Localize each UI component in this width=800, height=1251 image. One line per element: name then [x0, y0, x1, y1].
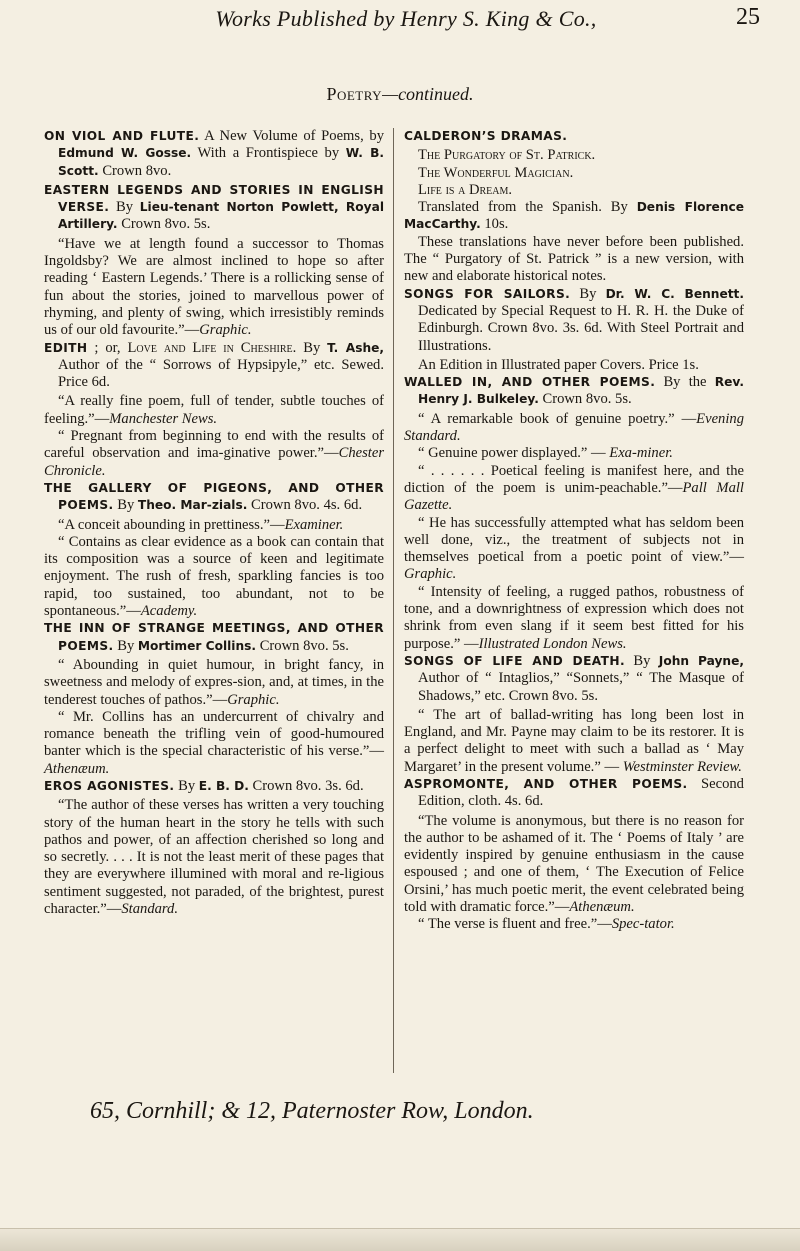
review-source: Athenæum. [569, 899, 635, 916]
entry-text: Author of the “ Sorrows of Hypsipyle,” etc. Sewed. Price 6d. [58, 356, 384, 391]
entry-text: Crown 8vo. 4s. 6d. [247, 497, 363, 514]
quote-text: “The volume is anonymous, but there is no reason for the author to be ashamed of it. The ‘ Poems of Italy ’ are evidently inspired by genuine enthusiasm in the cause espoused ; and one of them, ‘ The Execution of Felice Orsini,’ has much poetic merit, the event celebrated being told with dramatic force.”— [404, 812, 744, 916]
quote-text: “ Contains as clear evidence as a book can contain that its composition was a source of keen and legitimate enjoyment. The rush of fresh, sparkling fancies is too rapid, too sustained, too abundant, not to be spontaneous.”— [44, 533, 384, 620]
entry-text: Crown 8vo. 5s. [117, 216, 211, 233]
review-quote [404, 515, 744, 584]
book-author: Denis Florence MacCarthy. [404, 200, 744, 232]
quote-text: “ Pregnant from beginning to end with the results of careful observation and ima-ginative power.”— [44, 428, 384, 462]
quote-text: “ . . . . . . Poetical feeling is manifest here, and the diction of the poem is unim-peachable.”— [404, 462, 744, 496]
review-quote [404, 813, 744, 917]
book-author: Rev. Henry J. Bulkeley. [418, 375, 744, 407]
review-quote [404, 445, 744, 462]
entry-text: By [296, 339, 328, 356]
book-title: WALLED IN, AND OTHER POEMS. [404, 375, 656, 390]
review-quote [44, 428, 384, 480]
review-quote [404, 584, 744, 653]
entry-text: Crown 8vo. 5s. [538, 391, 632, 408]
book-entry [404, 776, 744, 811]
book-title: THE GALLERY OF PIGEONS, AND OTHER POEMS. [44, 480, 384, 513]
entry-description [404, 199, 744, 234]
review-source: Chester Chronicle. [44, 445, 384, 479]
quote-text: “ The art of ballad-writing has long been lost in England, and Mr. Payne may claim to be its restorer. It is a perfect delight to meet with such a ballad as ‘ May Margaret’ in the present volume.” — [404, 706, 744, 775]
book-author: T. Ashe, [327, 340, 385, 355]
book-title: EASTERN LEGENDS AND STORIES IN ENGLISH VERSE. [44, 182, 384, 215]
review-quote [44, 709, 384, 778]
play-title: The Wonderful Magician. [418, 164, 574, 181]
book-title: EROS AGONISTES. [44, 778, 175, 793]
book-title: EDITH [44, 340, 88, 355]
review-source: Illustrated London News. [478, 635, 627, 652]
book-entry [44, 340, 384, 392]
review-quote [404, 411, 744, 446]
quote-text: “ A remarkable book of genuine poetry.” — [418, 410, 697, 427]
play-title: Life is a Dream. [418, 181, 513, 198]
left-column [44, 128, 384, 918]
section-continued: —continued. [382, 84, 474, 104]
review-quote [404, 707, 744, 776]
entry-description: An Edition in Illustrated paper Covers. Price 1s. [418, 356, 699, 373]
book-author: Dr. W. C. Bennett. [605, 286, 745, 301]
quote-text: “ The verse is fluent and free.”— [418, 916, 612, 933]
book-author: John Payne, [658, 653, 744, 668]
review-source: Standard. [121, 901, 178, 918]
entry-text: Crown 8vo. 3s. 6d. [248, 777, 364, 794]
book-entry [44, 128, 384, 180]
column-divider [393, 128, 394, 1073]
book-entry [44, 778, 384, 795]
book-author: Theo. Mar-zials. [137, 498, 248, 513]
page-edge [0, 1228, 800, 1251]
book-title: CALDERON’S DRAMAS. [404, 129, 568, 143]
quote-text: “ Intensity of feeling, a rugged pathos, robustness of tone, and a downrightness of expression which does not shrink from even slang if it seem best fitted for his purpose.” — [404, 583, 744, 652]
publisher-address: 65, Cornhill; & 12, Paternoster Row, London. [90, 1098, 534, 1124]
review-quote [44, 236, 384, 340]
entry-text: Second Edition, cloth. 4s. 6d. [418, 775, 744, 810]
entry-text: ; or, [87, 339, 128, 356]
book-illustrator: W. B. Scott. [58, 146, 384, 178]
book-entry [44, 620, 384, 655]
page-number: 25 [736, 4, 760, 30]
entry-text: By [109, 199, 140, 216]
review-quote [44, 657, 384, 709]
book-title: ON VIOL AND FLUTE. [44, 129, 200, 143]
book-title: THE INN OF STRANGE MEETINGS, AND OTHER POEMS. [44, 621, 384, 653]
book-author: Mortimer Collins. [137, 638, 257, 653]
quote-text: “Have we at length found a successor to Thomas Ingoldsby? We are almost inclined to hope so after reading ‘ Eastern Legends.’ There is a rollicking sense of fun about the stories, joined to marvellous power of rhyming, and plenty of swing, which irresistibly reminds us of our old favourite.”— [44, 235, 384, 339]
running-header [92, 2, 760, 36]
book-title: SONGS FOR SAILORS. [404, 286, 571, 301]
book-entry [44, 182, 384, 234]
review-quote [404, 916, 744, 933]
entry-text: Dedicated by Special Request to H. R. H. the Duke of Edinburgh. Crown 8vo. 3s. 6d. With Steel Portrait and Illustrations. [418, 302, 744, 354]
review-source: Examiner. [284, 516, 344, 533]
section-heading [0, 84, 800, 105]
book-author: Lieu-tenant Norton Powlett, Royal Artillery. [58, 200, 385, 232]
review-quote [44, 797, 384, 918]
review-source: Pall Mall Gazette. [404, 479, 744, 514]
entry-text: By [174, 777, 199, 794]
entry-description: These translations have never before been published. The “ Purgatory of St. Patrick ” is a new version, with new and elaborate historical notes. [404, 233, 744, 285]
book-entry [44, 480, 384, 515]
review-source: Manchester News. [109, 410, 218, 427]
entry-text: Crown 8vo. 5s. [256, 637, 349, 654]
section-label: Poetry [326, 84, 383, 104]
book-author: Edmund W. Gosse. [58, 146, 192, 161]
entry-text: By [570, 285, 606, 302]
entry-text: Crown 8vo. [98, 162, 172, 179]
review-quote [404, 463, 744, 515]
review-source: Exa-miner. [609, 445, 673, 462]
review-source: Westminster Review. [622, 758, 742, 775]
entry-text: Translated from the Spanish. By [418, 199, 637, 216]
review-source: Graphic. [227, 691, 280, 708]
review-source: Graphic. [199, 322, 252, 339]
review-source: Evening Standard. [404, 410, 744, 445]
entry-text: 10s. [480, 216, 509, 233]
book-author: E. B. D. [198, 778, 249, 793]
quote-text: “A really fine poem, full of tender, subtle touches of feeling.”— [44, 393, 384, 427]
review-source: Graphic. [404, 566, 457, 583]
entry-text: By [625, 652, 659, 669]
quote-text: “ Mr. Collins has an undercurrent of chivalry and romance beneath the trifling vein of good-humoured banter which is the special characteristic of his verse.”— [44, 708, 384, 760]
entry-text: By the [655, 374, 715, 391]
play-title: The Purgatory of St. Patrick. [418, 147, 596, 164]
entry-text: With a Frontispiece by [191, 145, 346, 162]
book-entry [404, 128, 744, 145]
quote-text: “ Abounding in quiet humour, in bright fancy, in sweetness and melody of expres-sion, and, at times, in the tenderest touches of pathos.”— [44, 656, 384, 708]
review-source: Athenæum. [44, 760, 110, 777]
review-source: Spec-tator. [611, 916, 675, 933]
entry-text: Author of “ Intaglios,” “Sonnets,” “ The Masque of Shadows,” etc. Crown 8vo. 5s. [418, 670, 744, 704]
book-title: ASPROMONTE, AND OTHER POEMS. [404, 776, 688, 791]
entry-text: By [113, 637, 138, 654]
review-quote [44, 534, 384, 620]
entry-text: By [113, 497, 138, 514]
book-subtitle: Love and Life in Cheshire. [127, 339, 297, 356]
book-entry [404, 286, 744, 355]
review-quote [44, 393, 384, 428]
quote-text: “ He has successfully attempted what has seldom been well done, viz., the treatment of subjects not in themselves poetical from a poetic point of view.”— [404, 514, 744, 566]
running-title: Works Published by Henry S. King & Co., [215, 6, 597, 31]
review-source: Academy. [140, 603, 198, 620]
quote-text: “ Genuine power displayed.” — [418, 445, 610, 462]
quote-text: “The author of these verses has written a very touching story of the human heart in the story he tells with such pathos and power, of an affection cherished so long and so secretly. . . . It is not the least merit of these pages that they are everywhere illumined with moral and re-ligious sentiment suggested, not paraded, of the brightest, purest character.”— [44, 797, 384, 918]
book-title: SONGS OF LIFE AND DEATH. [404, 653, 626, 668]
book-entry [404, 374, 744, 409]
review-quote [44, 517, 384, 534]
entry-text: A New Volume of Poems, by [199, 128, 384, 144]
right-column [404, 128, 744, 934]
quote-text: “A conceit abounding in prettiness.”— [58, 516, 285, 533]
book-entry [404, 653, 744, 705]
